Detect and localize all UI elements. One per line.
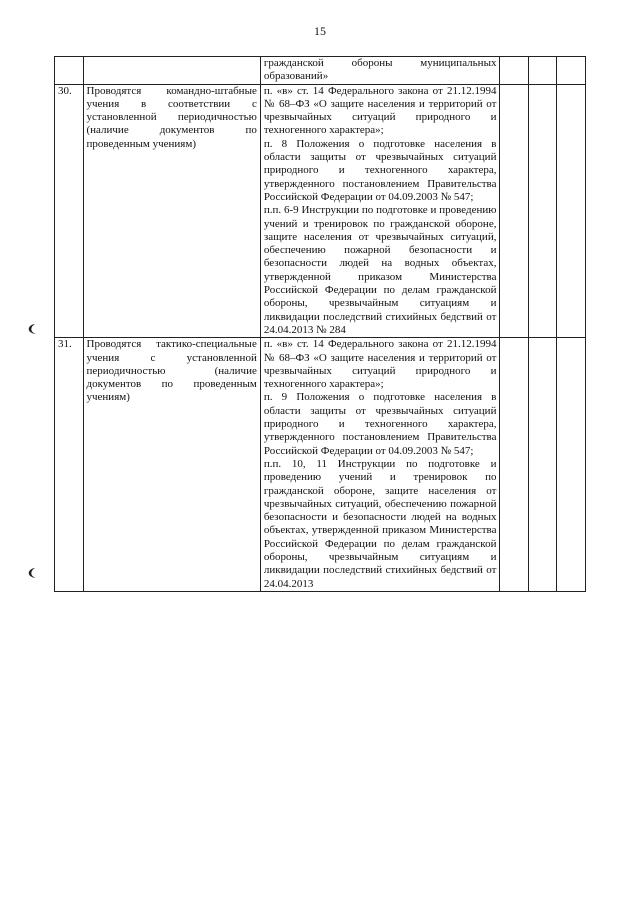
requirement-cell: Проводятся командно-штабные учения в соответствии с установленной периодичностью (наличие документов по проведенным учениям) <box>83 84 260 338</box>
punch-hole-mark-bottom <box>24 566 38 580</box>
row-number-cell: 31. <box>55 338 84 592</box>
checklist-table <box>54 56 586 592</box>
legal-reference-cell: гражданской обороны муниципальных образований» <box>260 57 500 85</box>
table-row <box>55 84 586 338</box>
legal-reference-item: п. 9 Положения о подготовке населения в области защиты от чрезвычайных ситуаций природного и техногенного характера, утвержденного постановлением Правительства Российской Федерации от 04.09.2003 № 547; <box>263 391 497 457</box>
legal-reference-item: п.п. 6-9 Инструкции по подготовке и проведению учений и тренировок по гражданской обороне, защите населения от чрезвычайных ситуаций, обеспечению пожарной безопасности и безопасности людей на водных объектах, утвержденной приказом Министерства Российской Федерации по делам гражданской обороны, чрезвычайным ситуациям и ликвидации последствий стихийных бедствий от 24.04.2013 № 284 <box>263 204 497 336</box>
answer-na-cell <box>557 57 586 85</box>
answer-yes-cell <box>500 84 529 338</box>
table-row-continuation <box>55 57 586 85</box>
answer-na-cell <box>557 84 586 338</box>
answer-no-cell <box>528 57 557 85</box>
punch-hole-mark-top <box>24 322 38 336</box>
legal-reference-cell <box>260 338 500 592</box>
requirement-cell: Проводятся тактико-специальные учения с установленной периодичностью (наличие документов по проведенным учениям) <box>83 338 260 592</box>
legal-reference-cell <box>260 84 500 338</box>
answer-yes-cell <box>500 57 529 85</box>
legal-reference-item: п. «в» ст. 14 Федерального закона от 21.12.1994 № 68–ФЗ «О защите населения и территорий от чрезвычайных ситуаций природного и техногенного характера»; <box>263 338 497 391</box>
legal-reference-item: п. «в» ст. 14 Федерального закона от 21.12.1994 № 68–ФЗ «О защите населения и территорий от чрезвычайных ситуаций природного и техногенного характера»; <box>263 84 497 137</box>
answer-yes-cell <box>500 338 529 592</box>
table-row <box>55 338 586 592</box>
row-number-cell: 30. <box>55 84 84 338</box>
requirement-cell <box>83 57 260 85</box>
answer-no-cell <box>528 84 557 338</box>
answer-na-cell <box>557 338 586 592</box>
page-number: 15 <box>314 24 326 38</box>
legal-reference-item: п.п. 10, 11 Инструкции по подготовке и проведению учений и тренировок по гражданской обороне, защите населения от чрезвычайных ситуаций, обеспечению пожарной безопасности и безопасности людей на водных объектах, утвержденной приказом Министерства Российской Федерации по делам гражданской обороны, чрезвычайным ситуациям и ликвидации последствий стихийных бедствий от 24.04.2013 <box>263 457 497 590</box>
legal-reference-item: п. 8 Положения о подготовке населения в области защиты от чрезвычайных ситуаций природного и техногенного характера, утвержденного постановлением Правительства Российской Федерации от 04.09.2003 № 547; <box>263 137 497 203</box>
answer-no-cell <box>528 338 557 592</box>
row-number-cell <box>55 57 84 85</box>
